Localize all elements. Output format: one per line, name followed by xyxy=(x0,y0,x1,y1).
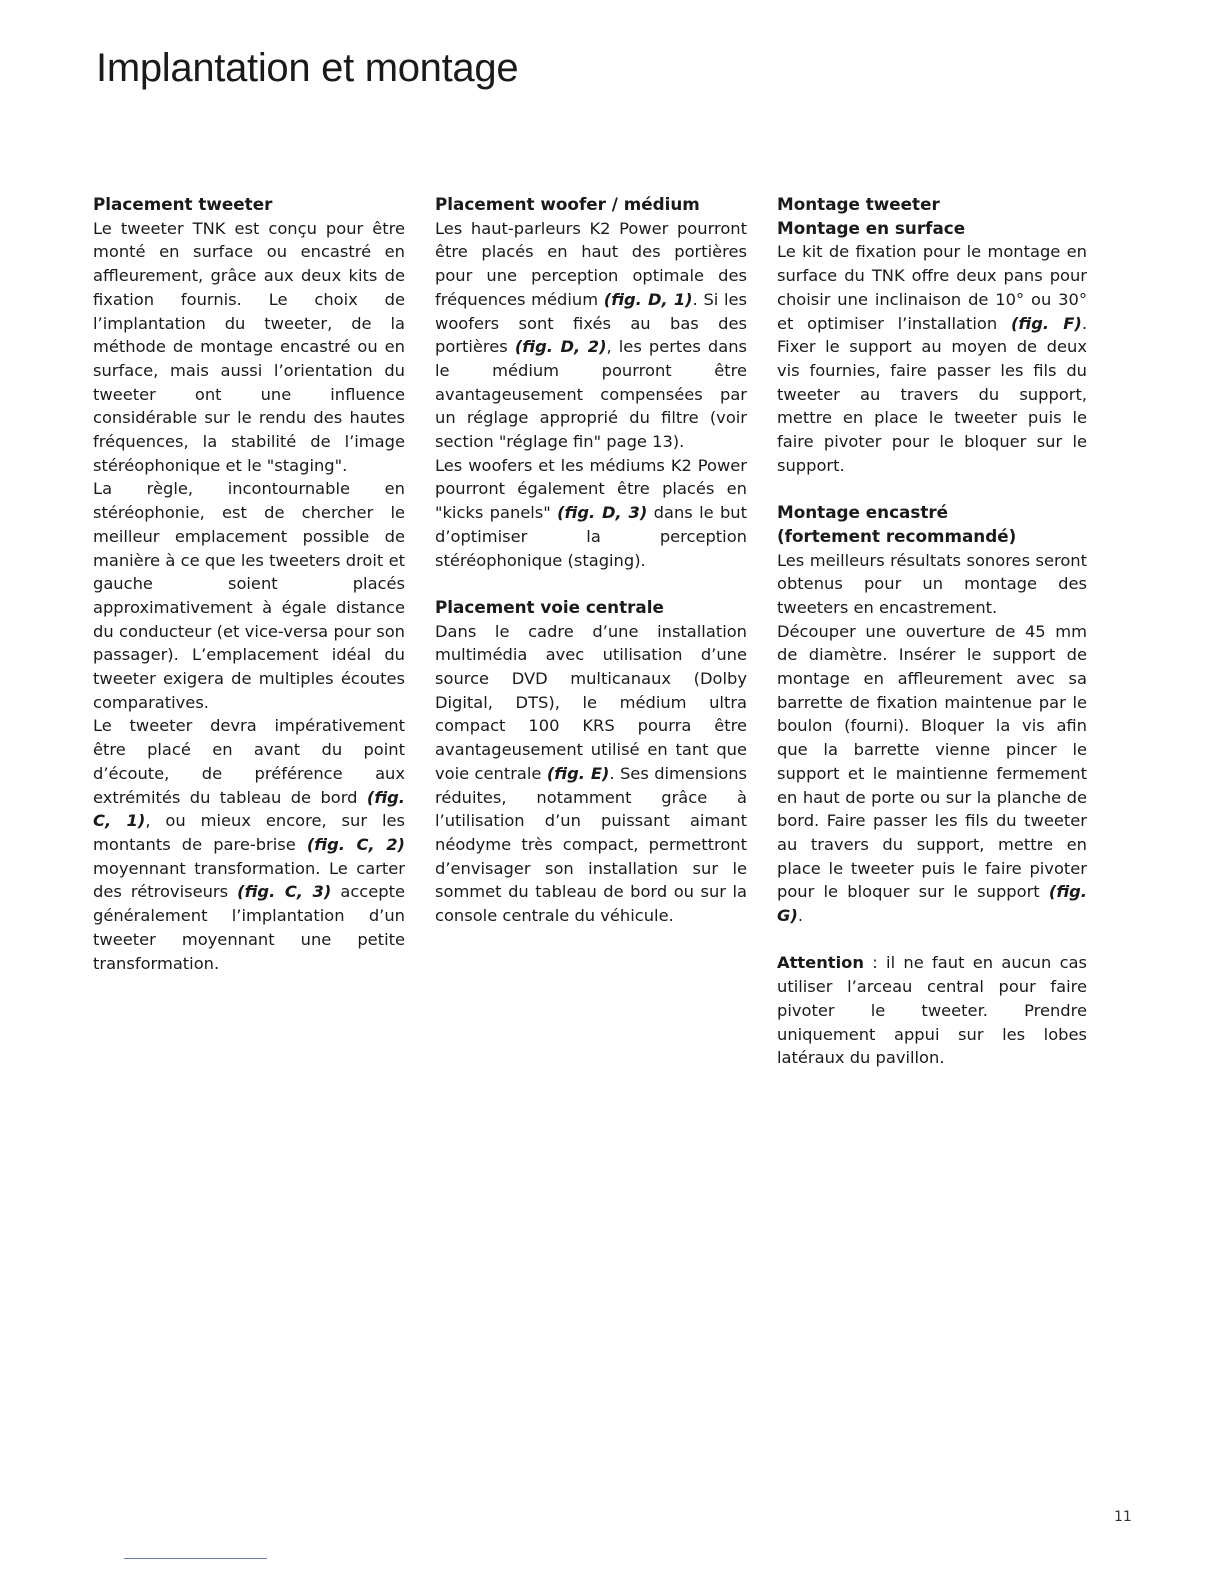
text: Le kit de fixation pour le montage en surface du TNK offre deux pans pour choisir une inclinaison de 10° ou 30° et optimiser l’installation xyxy=(777,242,1087,333)
column-placement-woofer xyxy=(435,193,747,928)
page-number: 11 xyxy=(1114,1509,1132,1525)
figure-reference: (fig. F) xyxy=(1010,313,1082,333)
page-title: Implantation et montage xyxy=(96,46,519,90)
text: dans le but d’optimiser la perception stéréophonique (staging). xyxy=(435,503,748,570)
heading-montage-surface: Montage en surface xyxy=(777,217,966,238)
heading-montage-tweeter: Montage tweeter xyxy=(777,194,940,214)
heading-placement-voie-centrale: Placement voie centrale xyxy=(435,596,664,617)
figure-reference: (fig. E) xyxy=(546,763,610,783)
spacer xyxy=(777,477,1087,501)
paragraph-voie-centrale xyxy=(435,620,747,928)
footer-rule xyxy=(124,1558,267,1559)
heading-placement-woofer: Placement woofer / médium xyxy=(435,194,700,214)
figure-reference: (fig. C, 3) xyxy=(237,882,332,902)
paragraph-woofer-doors xyxy=(435,217,747,454)
figure-reference: (fig. D, 2) xyxy=(514,337,607,357)
figure-reference: (fig. D, 1) xyxy=(603,289,693,309)
spacer xyxy=(435,572,747,596)
paragraph-tweeter-intro: Le tweeter TNK est conçu pour être monté en surface ou encastré en affleurement, grâce aux deux kits de fixation fournis. Le choix de l’implantation du tweeter, de la méthode de montage encastré ou en surface, mais aussi l’orientation du tweeter ont une influence considérable sur le rendu des hautes fréquences, la stabilité de l’image stéréophonique et le "staging". xyxy=(93,218,405,475)
text: accepte généralement l’implantation d’un tweeter moyennant une petite transformation. xyxy=(93,882,405,973)
text: : il ne faut en aucun cas utiliser l’arceau central pour faire pivoter le tweeter. Prendre uniquement appui sur les lobes latéraux du pavillon. xyxy=(777,953,1087,1068)
text: Le tweeter devra impérativement être placé en avant du point d’écoute, de préférence aux extrémités du tableau de bord xyxy=(93,716,405,807)
spacer xyxy=(777,928,1087,952)
text: Les haut-parleurs K2 Power pourront être placés en haut des portières pour une perception optimale des fréquences médium xyxy=(435,218,747,309)
column-montage-tweeter xyxy=(777,193,1087,1070)
figure-reference: (fig. D, 3) xyxy=(557,503,648,523)
heading-recommandation: (fortement recommandé) xyxy=(777,525,1017,546)
paragraph-woofer-kick-panels xyxy=(435,454,747,573)
paragraph-attention xyxy=(777,951,1087,1070)
paragraph-encastre-intro: Les meilleurs résultats sonores seront obtenus pour un montage des tweeters en encastrement. xyxy=(777,550,1087,617)
figure-reference: (fig. C, 1) xyxy=(93,787,405,831)
paragraph-montage-surface xyxy=(777,240,1087,477)
heading-montage-encastre: Montage encastré xyxy=(777,502,949,523)
attention-label: Attention xyxy=(777,953,864,973)
figure-reference: (fig. C, 2) xyxy=(306,834,405,854)
text: Découper une ouverture de 45 mm de diamètre. Insérer le support de montage en affleurement avec sa barrette de fixation maintenue par le boulon (fourni). Bloquer la vis afin que la barrette vienne pincer le support et le maintienne fermement en haut de porte ou sur la planche de bord. Faire passer les fils du tweeter au travers du support, mettre en place le tweeter puis le faire pivoter pour le bloquer sur le support xyxy=(777,621,1087,902)
paragraph-tweeter-position xyxy=(93,714,405,975)
text: . Fixer le support au moyen de deux vis fournies, faire passer les fils du tweeter au travers du support, mettre en place le tweeter puis le faire pivoter pour le bloquer sur le support. xyxy=(777,313,1087,475)
text: moyennant transformation. Le carter des rétroviseurs xyxy=(93,858,405,902)
heading-placement-tweeter: Placement tweeter xyxy=(93,194,273,214)
paragraph-encastre-steps xyxy=(777,620,1087,928)
column-placement-tweeter xyxy=(93,193,405,975)
text: , ou mieux encore, sur les montants de pare-brise xyxy=(93,811,405,854)
text: . xyxy=(797,906,803,926)
text: Les woofers et les médiums K2 Power pourront également être placés en "kicks panels" xyxy=(435,455,747,523)
text: , les pertes dans le médium pourront être avantageusement compensées par un réglage approprié du filtre (voir section "réglage fin" page 13). xyxy=(435,337,747,452)
text: Dans le cadre d’une installation multimédia avec utilisation d’une source DVD multicanaux (Dolby Digital, DTS), le médium ultra compact 100 KRS pourra être avantageusement utilisé en tant que voie centrale xyxy=(435,621,747,783)
paragraph-tweeter-rule: La règle, incontournable en stéréophonie, est de chercher le meilleur emplacement possible de manière à ce que les tweeters droit et gauche soient placés approximativement à égale distance du conducteur (et vice-versa pour son passager). L’emplacement idéal du tweeter exigera de multiples écoutes comparatives. xyxy=(93,479,405,712)
figure-reference: (fig. G) xyxy=(777,882,1087,926)
text: . Ses dimensions réduites, notamment grâce à l’utilisation d’un puissant aimant néodyme très compact, permettront d’envisager son installation sur le sommet du tableau de bord ou sur la console centrale du véhicule. xyxy=(435,763,748,926)
text: . Si les woofers sont fixés au bas des portières xyxy=(435,289,747,357)
